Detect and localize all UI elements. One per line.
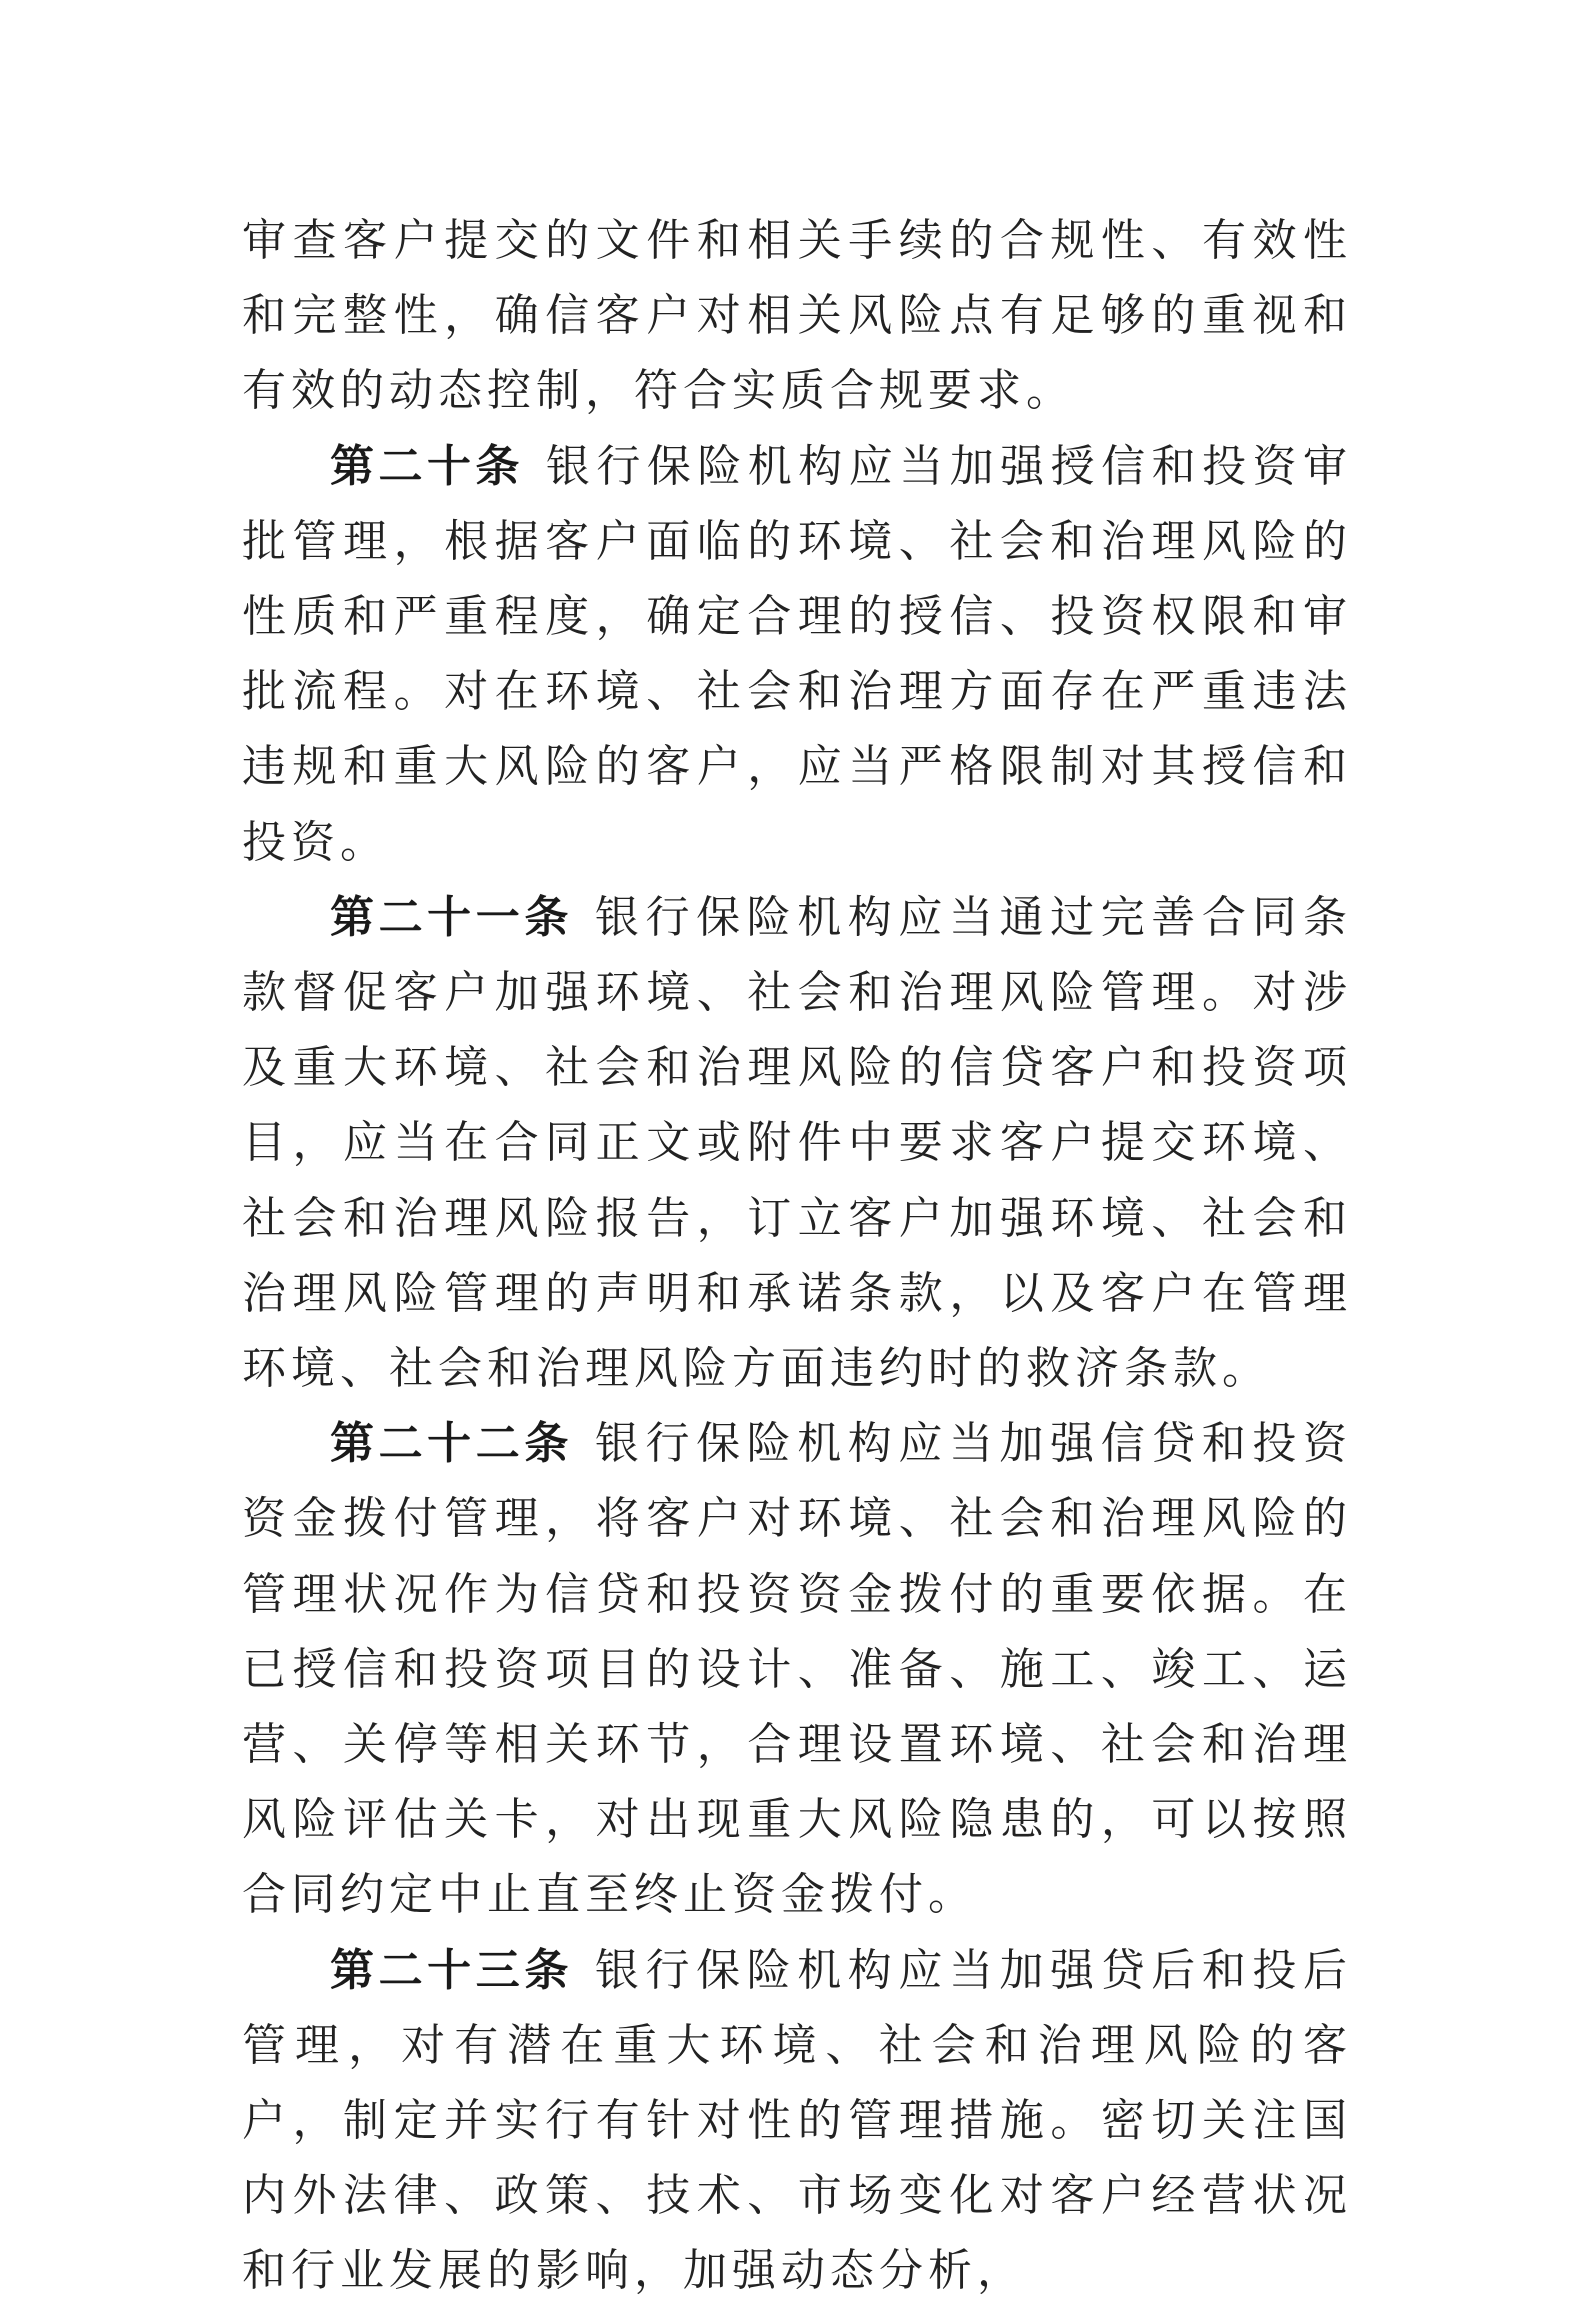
article-number: 第二十三条 bbox=[330, 1944, 573, 1996]
article-22-paragraph bbox=[242, 1406, 1352, 1932]
document-body bbox=[242, 203, 1352, 2309]
article-21-paragraph bbox=[242, 880, 1352, 1406]
article-number: 第二十一条 bbox=[330, 891, 573, 943]
paragraph-text: 审查客户提交的文件和相关手续的合规性、有效性和完整性，确信客户对相关风险点有足够的重视和有效的动态控制，符合实质合规要求。 bbox=[242, 215, 1352, 417]
paragraph-text: 银行保险机构应当通过完善合同条款督促客户加强环境、社会和治理风险管理。对涉及重大环境、社会和治理风险的信贷客户和投资项目，应当在合同正文或附件中要求客户提交环境、社会和治理风险报告，订立客户加强环境、社会和治理风险管理的声明和承诺条款，以及客户在管理环境、社会和治理风险方面违约时的救济条款。 bbox=[242, 891, 1353, 1395]
article-number: 第二十二条 bbox=[330, 1418, 573, 1470]
article-number: 第二十条 bbox=[330, 440, 524, 492]
article-20-paragraph bbox=[242, 429, 1352, 880]
paragraph-text: 银行保险机构应当加强贷后和投后管理，对有潜在重大环境、社会和治理风险的客户，制定并实行有针对性的管理措施。密切关注国内外法律、政策、技术、市场变化对客户经营状况和行业发展的影响，加强动态分析， bbox=[242, 1944, 1353, 2297]
article-23-paragraph bbox=[242, 1933, 1352, 2309]
paragraph-text: 银行保险机构应当加强信贷和投资资金拨付管理，将客户对环境、社会和治理风险的管理状况作为信贷和投资资金拨付的重要依据。在已授信和投资项目的设计、准备、施工、竣工、运营、关停等相关环节，合理设置环境、社会和治理风险评估关卡，对出现重大风险隐患的，可以按照合同约定中止直至终止资金拨付。 bbox=[242, 1418, 1353, 1921]
paragraph-continuation bbox=[242, 203, 1352, 429]
paragraph-text: 银行保险机构应当加强授信和投资审批管理，根据客户面临的环境、社会和治理风险的性质和严重程度，确定合理的授信、投资权限和审批流程。对在环境、社会和治理方面存在严重违法违规和重大风险的客户，应当严格限制对其授信和投资。 bbox=[242, 440, 1353, 868]
